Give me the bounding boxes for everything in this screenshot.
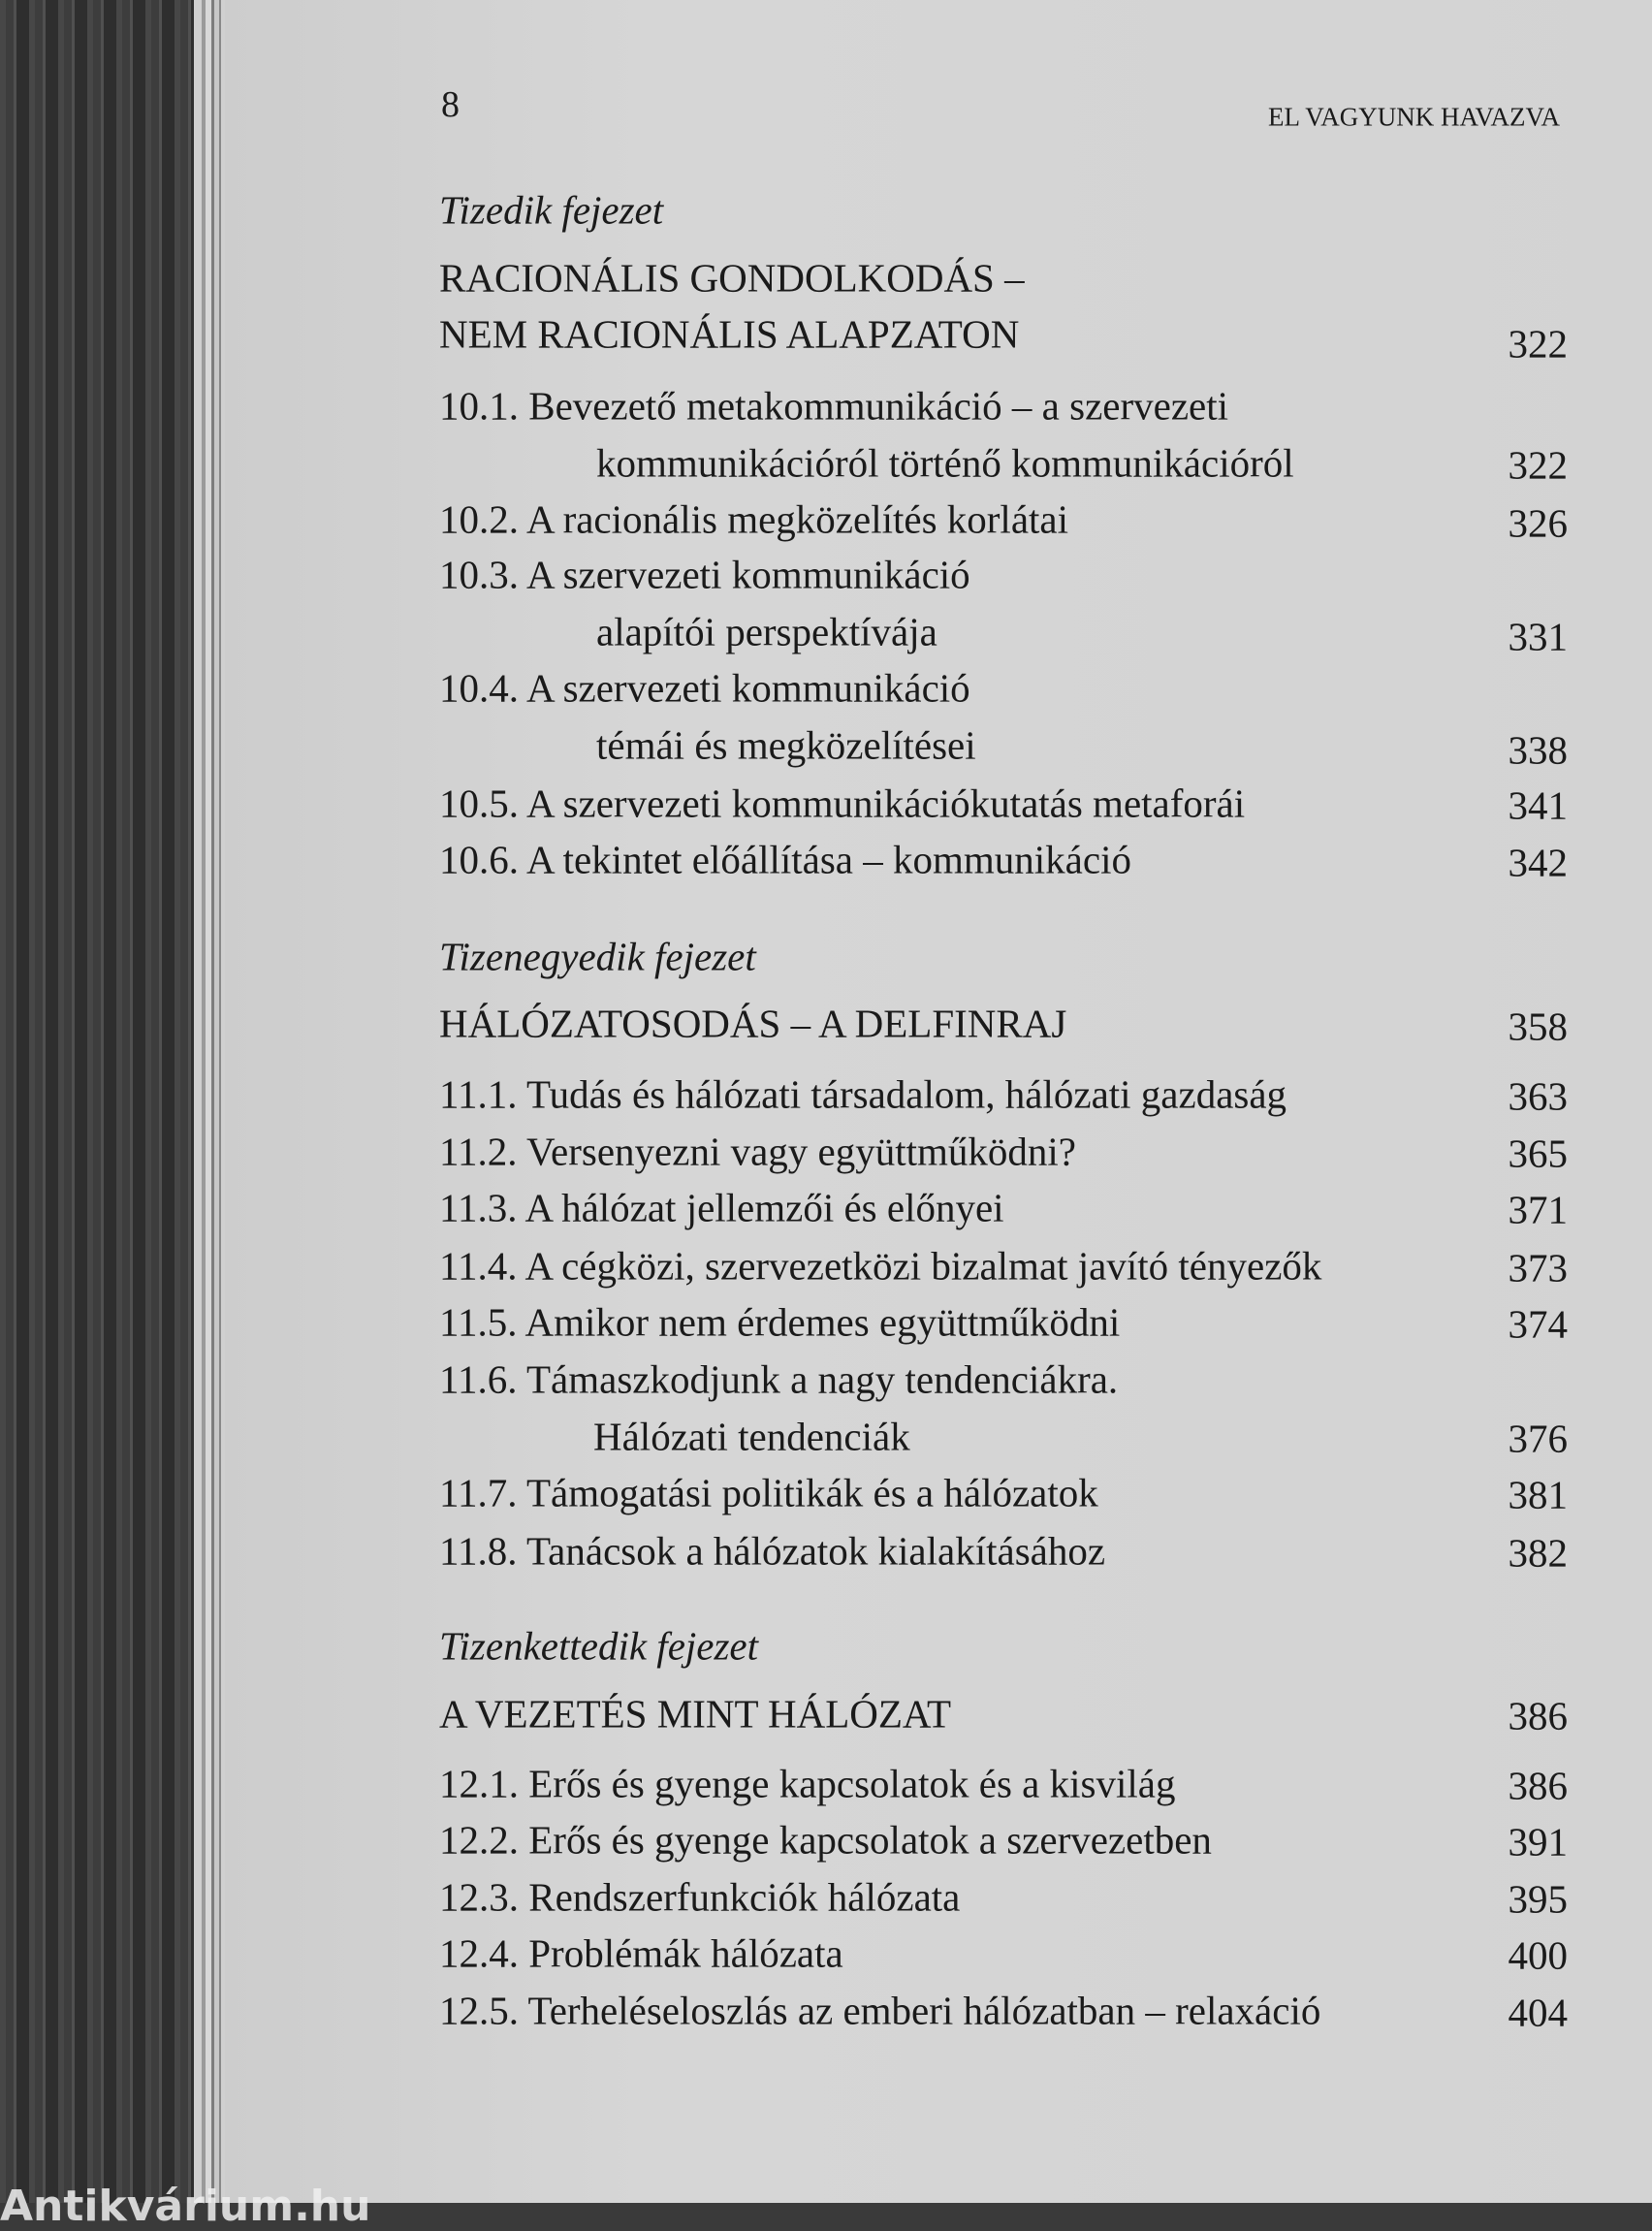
page-ref: 322 (1508, 321, 1568, 367)
toc-entry: 12.1. Erős és gyenge kapcsolatok és a kisvilág (439, 1761, 1176, 1806)
page-ref: 371 (1508, 1187, 1568, 1232)
page-ref: 338 (1508, 727, 1568, 773)
watermark: Antikvárium.hu (0, 2182, 371, 2231)
toc-entry-cont: kommunikációról történő kommunikációról (596, 440, 1294, 486)
toc-entry: 11.1. Tudás és hálózati társadalom, hálózati gazdaság (439, 1071, 1287, 1117)
toc-entry: 12.5. Terheléseloszlás az emberi hálózatban – relaxáció (439, 1988, 1321, 2033)
page-ref: 342 (1508, 840, 1568, 885)
toc-entry: 11.8. Tanácsok a hálózatok kialakításához (439, 1528, 1106, 1574)
page-ref: 322 (1508, 442, 1568, 488)
toc-entry: 12.2. Erős és gyenge kapcsolatok a szervezetben (439, 1817, 1212, 1863)
page-ref: 331 (1508, 614, 1568, 659)
wooden-table-background (0, 0, 194, 2203)
toc-entry-cont: Hálózati tendenciák (593, 1414, 910, 1459)
toc-entry: 10.1. Bevezető metakommunikáció – a szervezeti (439, 383, 1228, 429)
page-ref: 400 (1508, 1932, 1568, 1978)
toc-entry: 11.7. Támogatási politikák és a hálózatok (439, 1470, 1098, 1515)
chapter-title: A VEZETÉS MINT HÁLÓZAT (439, 1691, 952, 1737)
page-ref: 386 (1508, 1763, 1568, 1808)
toc-entry: 10.2. A racionális megközelítés korlátai (439, 496, 1068, 542)
chapter-label: Tizenkettedik fejezet (439, 1623, 759, 1669)
page-ref: 381 (1508, 1472, 1568, 1517)
toc-entry: 11.3. A hálózat jellemzői és előnyei (439, 1185, 1004, 1230)
chapter-label: Tizedik fejezet (439, 187, 664, 233)
page-ref: 376 (1508, 1416, 1568, 1461)
toc-entry: 11.5. Amikor nem érdemes együttműködni (439, 1299, 1121, 1345)
toc-entry: 10.4. A szervezeti kommunikáció (439, 665, 970, 711)
toc-entry: 10.3. A szervezeti kommunikáció (439, 552, 970, 597)
page-ref: 326 (1508, 500, 1568, 546)
toc-entry: 10.6. A tekintet előállítása – kommunikáció (439, 837, 1131, 882)
page-number: 8 (441, 84, 460, 125)
page-edges (194, 0, 225, 2203)
toc-entry: 11.2. Versenyezni vagy együttműködni? (439, 1129, 1077, 1174)
page-ref: 382 (1508, 1530, 1568, 1576)
toc-entry: 12.4. Problémák hálózata (439, 1930, 843, 1976)
page-ref: 373 (1508, 1245, 1568, 1291)
toc-entry: 11.6. Támaszkodjunk a nagy tendenciákra. (439, 1356, 1119, 1402)
page-ref: 395 (1508, 1876, 1568, 1922)
toc-entry-cont: alapítói perspektívája (596, 609, 937, 654)
page-ref: 404 (1508, 1990, 1568, 2035)
page-ref: 358 (1508, 1004, 1568, 1049)
page-ref: 386 (1508, 1693, 1568, 1738)
chapter-title: RACIONÁLIS GONDOLKODÁS – (439, 255, 1025, 301)
chapter-label: Tizenegyedik fejezet (439, 934, 756, 979)
chapter-title: HÁLÓZATOSODÁS – A DELFINRAJ (439, 1001, 1067, 1046)
toc-entry: 12.3. Rendszerfunkciók hálózata (439, 1874, 961, 1920)
page-ref: 363 (1508, 1073, 1568, 1119)
page-ref: 341 (1508, 782, 1568, 828)
toc-entry: 11.4. A cégközi, szervezetközi bizalmat javító tényezők (439, 1243, 1322, 1289)
toc-entry-cont: témái és megközelítései (596, 722, 976, 768)
page-ref: 365 (1508, 1131, 1568, 1176)
toc-entry: 10.5. A szervezeti kommunikációkutatás metaforái (439, 781, 1246, 826)
chapter-title: NEM RACIONÁLIS ALAPZATON (439, 311, 1020, 357)
running-title: EL VAGYUNK HAVAZVA (1268, 102, 1561, 132)
page-ref: 391 (1508, 1819, 1568, 1864)
page-ref: 374 (1508, 1301, 1568, 1347)
